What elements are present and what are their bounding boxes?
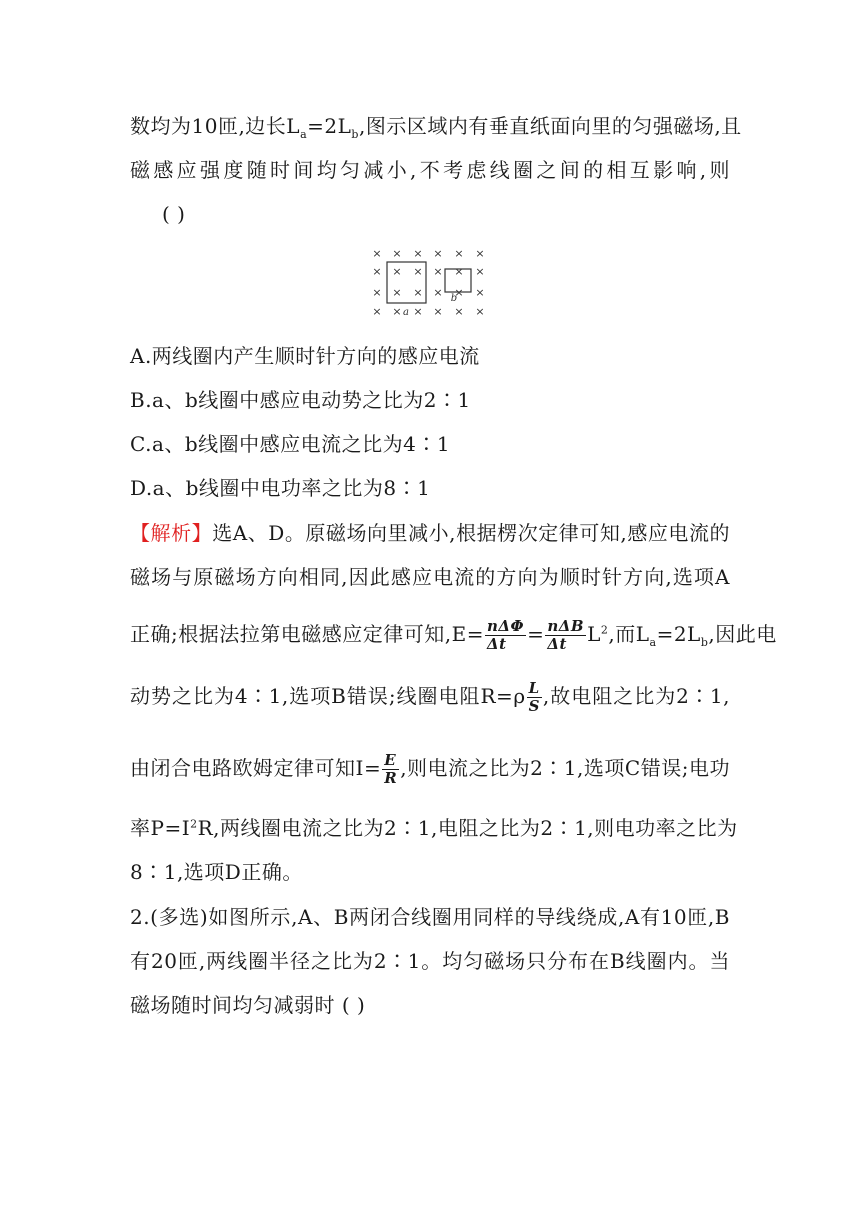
- intro-line-2: 磁感应强度随时间均匀减小,不考虑线圈之间的相互影响,则: [130, 158, 730, 182]
- field-cross: ×: [413, 265, 423, 278]
- field-cross: ×: [433, 286, 443, 299]
- field-cross: ×: [454, 247, 464, 260]
- fraction-resistance: $\frac{L}{S}$: [528, 679, 540, 715]
- fraction-flux: $\frac{\text{nΔΦ}}{\Delta t}$: [486, 617, 525, 653]
- field-cross: ×: [413, 286, 423, 299]
- magnetic-field-figure: [370, 245, 490, 323]
- question-2-line-3: 磁场随时间均匀减弱时 ( ): [130, 993, 366, 1017]
- question-2-line-2: 有20匝,两线圈半径之比为2∶1。均匀磁场只分布在B线圈内。当: [130, 949, 730, 973]
- field-cross: ×: [372, 286, 382, 299]
- field-cross: ×: [475, 305, 485, 318]
- field-cross: ×: [454, 286, 464, 299]
- field-cross: ×: [413, 247, 423, 260]
- field-cross: ×: [475, 286, 485, 299]
- analysis-line-7: 8∶1,选项D正确。: [130, 860, 303, 884]
- field-cross: ×: [392, 305, 402, 318]
- field-crosses: [372, 247, 484, 318]
- field-cross: ×: [392, 247, 402, 260]
- option-d: D.a、b线圈中电功率之比为8∶1: [130, 476, 431, 500]
- field-cross: ×: [433, 305, 443, 318]
- option-a: A.两线圈内产生顺时针方向的感应电流: [130, 344, 480, 368]
- fraction-current: $\frac{E}{R}$: [384, 751, 398, 787]
- field-cross: ×: [372, 247, 382, 260]
- intro-line-1: 数均为10匝,边长$L_a=2L_b$,图示区域内有垂直纸面向里的匀强磁场,且: [130, 114, 742, 141]
- field-cross: ×: [372, 305, 382, 318]
- analysis-line-6: 率$P=I^2R$,两线圈电流之比为2∶1,电阻之比为2∶1,则电功率之比为: [130, 816, 738, 840]
- analysis-line-1: 【解析】选A、D。原磁场向里减小,根据楞次定律可知,感应电流的: [130, 521, 731, 545]
- field-cross: ×: [433, 265, 443, 278]
- analysis-tag: 【解析】: [130, 521, 213, 545]
- field-cross: ×: [392, 286, 402, 299]
- option-c: C.a、b线圈中感应电流之比为4∶1: [130, 432, 451, 456]
- coil-a-label: a: [403, 307, 409, 318]
- analysis-line-2: 磁场与原磁场方向相同,因此感应电流的方向为顺时针方向,选项A: [130, 565, 730, 589]
- analysis-line-5: 由闭合电路欧姆定律可知I= $\frac{E}{R}$ ,则电流之比为2∶1,选项C错误;电功: [130, 751, 730, 787]
- question-2-line-1: 2.(多选)如图所示,A、B两闭合线圈用同样的导线绕成,A有10匝,B: [130, 905, 730, 929]
- option-b: B.a、b线圈中感应电动势之比为2∶1: [130, 388, 471, 412]
- field-cross: ×: [454, 265, 464, 278]
- analysis-line-3: 正确;根据法拉第电磁感应定律可知,E= $\frac{\text{nΔΦ}}{\Delta t}$ = $\frac{\text{nΔB}}{\Delta t}$ $L^2$,而$L_a=2L_b$,因此电: [130, 617, 777, 653]
- coil-b-label: b: [450, 293, 458, 304]
- field-cross: ×: [413, 305, 423, 318]
- fraction-field: $\frac{\text{nΔB}}{\Delta t}$: [547, 617, 585, 653]
- field-cross: ×: [372, 265, 382, 278]
- analysis-line-4: 动势之比为4∶1,选项B错误;线圈电阻R=ρ $\frac{L}{S}$ ,故电阻之比为2∶1,: [130, 679, 730, 715]
- field-cross: ×: [475, 265, 485, 278]
- field-cross: ×: [433, 247, 443, 260]
- field-cross: ×: [392, 265, 402, 278]
- field-cross: ×: [454, 305, 464, 318]
- field-cross: ×: [475, 247, 485, 260]
- answer-blank: ( ): [162, 202, 186, 226]
